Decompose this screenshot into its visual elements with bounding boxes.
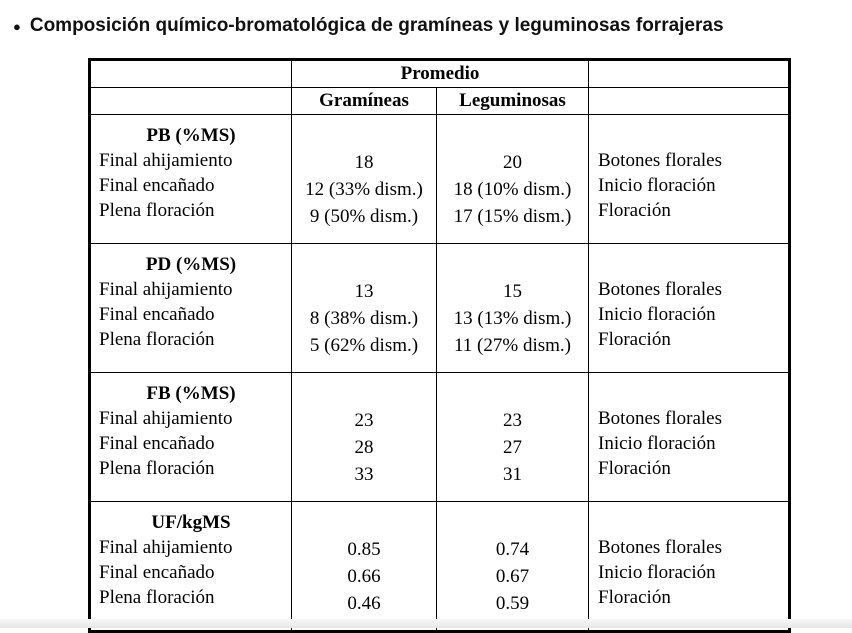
table-block-pd	[90, 244, 790, 373]
value: 0.46	[347, 593, 381, 614]
stage-label: Plena floración	[99, 329, 215, 350]
param-label: PB (%MS)	[146, 125, 236, 146]
stage-label: Final encañado	[99, 433, 215, 454]
value: 8 (38% dism.)	[309, 308, 419, 329]
spacer	[437, 381, 588, 407]
stage-label: Final ahijamiento	[99, 279, 233, 300]
stage-label: Plena floración	[99, 200, 215, 221]
promedio-header: Promedio	[292, 60, 589, 88]
value: 17 (15% dism.)	[453, 206, 572, 227]
page-bottom-edge	[0, 619, 852, 628]
value: 13 (13% dism.)	[453, 308, 572, 329]
spacer	[589, 510, 788, 535]
stage-label: Final ahijamiento	[99, 408, 233, 429]
spacer	[589, 252, 788, 277]
value: 20	[503, 152, 522, 173]
spacer	[589, 123, 788, 148]
right-stages-cell	[589, 244, 790, 373]
header-row-groups	[90, 88, 790, 115]
value: 0.67	[495, 566, 530, 587]
value: 18	[354, 152, 374, 173]
right-stage-label: Floración	[598, 458, 671, 479]
right-stage-label: Floración	[598, 587, 671, 608]
bullet-icon: ●	[13, 18, 21, 34]
value: 11 (27% dism.)	[454, 335, 571, 356]
value: 12 (33% dism.)	[305, 179, 423, 200]
header-empty-cell	[90, 88, 292, 115]
composition-table	[88, 58, 791, 633]
right-stage-label: Floración	[598, 200, 671, 221]
page-title: Composición químico-bromatológica de gramíneas y leguminosas forrajeras	[29, 15, 724, 36]
value: 0.74	[495, 539, 530, 560]
value: 23	[503, 410, 522, 431]
right-stage-label: Inicio floración	[598, 562, 716, 583]
right-stage-label: Inicio floración	[598, 175, 716, 196]
value: 28	[354, 437, 374, 458]
right-stage-label: Inicio floración	[598, 433, 716, 454]
gramineas-header: Gramíneas	[292, 88, 437, 115]
right-stage-label: Inicio floración	[598, 304, 716, 325]
stage-label: Plena floración	[99, 587, 215, 608]
value: 5 (62% dism.)	[309, 335, 419, 356]
right-stage-label: Botones florales	[598, 279, 723, 300]
value: 18 (10% dism.)	[453, 179, 572, 200]
header-empty-cell	[90, 60, 292, 88]
table-block-pb	[90, 115, 790, 244]
right-stage-label: Floración	[598, 329, 671, 350]
gramineas-values-cell	[292, 373, 437, 502]
stage-label: Final ahijamiento	[99, 150, 233, 171]
value: 0.59	[495, 593, 530, 614]
right-stage-label: Botones florales	[598, 150, 723, 171]
param-cell	[90, 502, 292, 632]
header-row-promedio	[90, 60, 790, 88]
leguminosas-values-cell	[437, 373, 589, 502]
param-label: UF/kgMS	[151, 512, 231, 533]
right-stages-cell	[589, 502, 790, 632]
spacer	[437, 123, 588, 149]
right-stages-cell	[589, 115, 790, 244]
leguminosas-values-cell	[437, 502, 589, 632]
spacer	[292, 252, 436, 278]
header-empty-cell	[589, 60, 790, 88]
stage-label: Final encañado	[99, 562, 215, 583]
leguminosas-values-cell	[437, 244, 589, 373]
value: 0.66	[347, 566, 381, 587]
spacer	[292, 510, 436, 536]
table-block-uf	[90, 502, 790, 632]
stage-label: Final encañado	[99, 304, 215, 325]
value: 31	[503, 464, 522, 485]
stage-label: Plena floración	[99, 458, 215, 479]
value: 23	[354, 410, 374, 431]
gramineas-values-cell	[292, 115, 437, 244]
stage-label: Final encañado	[99, 175, 215, 196]
spacer	[292, 123, 436, 149]
value: 13	[354, 281, 374, 302]
value: 0.85	[347, 539, 381, 560]
leguminosas-header: Leguminosas	[437, 88, 589, 115]
right-stages-cell	[589, 373, 790, 502]
spacer	[589, 381, 788, 406]
param-label: PD (%MS)	[145, 254, 237, 275]
header-empty-cell	[589, 88, 790, 115]
spacer	[437, 252, 588, 278]
value: 15	[503, 281, 522, 302]
param-cell	[90, 373, 292, 502]
spacer	[437, 510, 588, 536]
spacer	[292, 381, 436, 407]
gramineas-values-cell	[292, 502, 437, 632]
value: 27	[503, 437, 522, 458]
right-stage-label: Botones florales	[598, 537, 723, 558]
leguminosas-values-cell	[437, 115, 589, 244]
table-block-fb	[90, 373, 790, 502]
param-label: FB (%MS)	[146, 383, 236, 404]
slide-title-row	[13, 15, 724, 37]
param-cell	[90, 115, 292, 244]
value: 33	[354, 464, 374, 485]
gramineas-values-cell	[292, 244, 437, 373]
value: 9 (50% dism.)	[309, 206, 419, 227]
right-stage-label: Botones florales	[598, 408, 723, 429]
stage-label: Final ahijamiento	[99, 537, 233, 558]
param-cell	[90, 244, 292, 373]
